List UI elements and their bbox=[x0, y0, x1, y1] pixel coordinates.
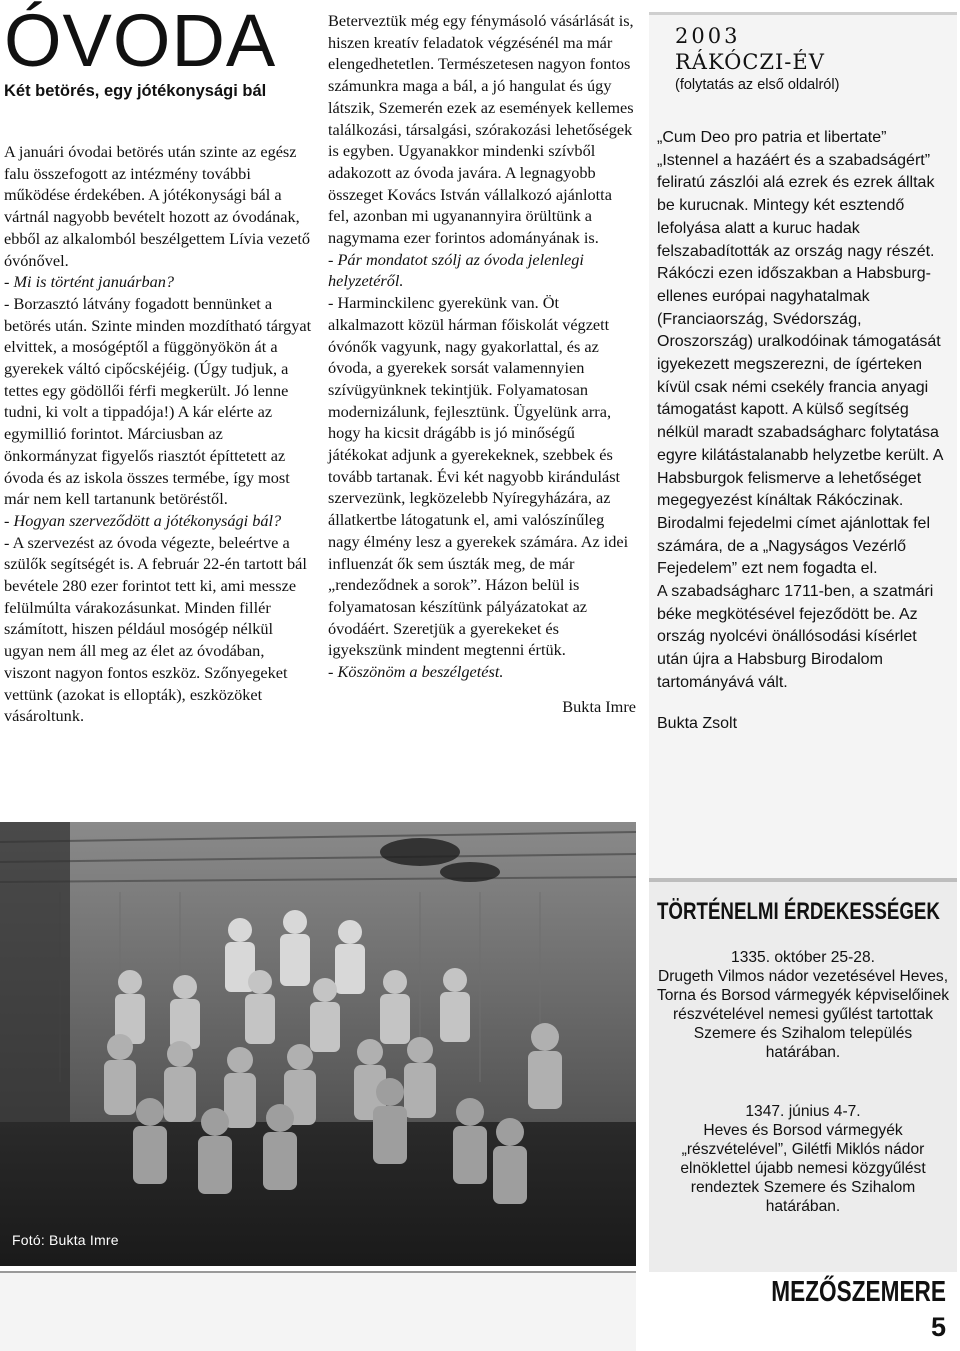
section-masthead: ÓVODA bbox=[4, 0, 277, 82]
paragraph: Beterveztük még egy fénymásoló vásárlását is, hiszen kreatív feladatok végzésénél ma már elengedhetetlen. Természetesen nagyon fontos számunkra maga a bál, a jó hangulat és úgy látszik, Szemerén ezek az események kellemes találkozási, társalgási, szórakozási lehetőségek is egyben. Ugyanakkor mindenki szívből adakozott az óvoda javára. A legnagyobb összeget Kovács István vállalkozó ajánlotta fel, azonban mi ugyanannyira örültünk a nagymama ezer forintos adományának is. bbox=[328, 11, 634, 248]
history-date: 1347. június 4-7. bbox=[745, 1103, 861, 1120]
interview-question: - Pár mondatot szólj az óvoda jelenlegi helyzetéről. bbox=[328, 249, 584, 291]
interview-question: - Mi is történt januárban? bbox=[4, 272, 175, 292]
history-date: 1335. október 25-28. bbox=[731, 949, 875, 966]
paragraph: „Cum Deo pro patria et libertate” „Istennel a hazáért és a szabadságért” feliratú zászlói alá ezrek és ezrek álltak be kurucnak. Mintegy két esztendő lefolyása alatt a kuruc hadak felszabadították az ország nagy részét. Rákóczi ezen időszakban a Habsburg-ellenes európai nagyhatalmak (Franciaország, Svédország, Oroszország) uralkodóinak támogatását igyekezett megszerezni, de ígérteken kívül csak némi csekély francia anyagi támogatást kapott. A külső segítség nélkül maradt szabadságharc folytatása egyre kilátástalanabb helyzetbe került. A Habsburgok felismerve a lehetőséget megegyezést kínáltak Rákóczinak. Birodalmi fejedelmi címet ajánlottak fel számára, de a „Nagyságos Vezérlő Fejedelem” ezt nem fogadta el. bbox=[657, 129, 943, 578]
author-signature: Bukta Imre bbox=[562, 696, 636, 716]
author-signature: Bukta Zsolt bbox=[657, 714, 738, 732]
history-entry bbox=[649, 948, 957, 1062]
history-text: Heves és Borsod vármegyék „részvételével”, Gilétfi Miklós nádor elnöklettel újabb nemesi közgyűlést rendeztek Szemere és Szihalom határában. bbox=[680, 1122, 926, 1215]
history-text: Drugeth Vilmos nádor vezetésével Heves, Torna és Borsod vármegyék képviselőinek részvételével nemesi gyűlést tartottak Szemere és Szihalom település határában. bbox=[656, 968, 950, 1061]
paragraph: - A szervezést az óvoda végezte, beleértve a szülők segítségét is. A február 22-én tartott bál bevétele 280 ezer forintot tett ki, ami messze felülmúlta várakozásunkat. Minden fillér számított, hiszen például mosógép nélkül ugyan nem áll meg az élet az óvodában, viszont nagyon fontos eszköz. Szőnyegeket vettünk (azokat is ellopták), eszközöket vásároltunk. bbox=[4, 532, 307, 726]
publication-name: MEZŐSZEMERE bbox=[771, 1276, 946, 1308]
article-column-1 bbox=[4, 0, 312, 727]
history-entry bbox=[649, 1102, 957, 1216]
paragraph: - Borzasztó látvány fogadott bennünket a betörés után. Szinte minden mozdítható tárgyat elvittek, a mosógéptől a függönyökön át a gyerekek váltó cipőcskéjéig. (Úgy tudjuk, a tettes egy gödöllői férfi megkerült. Jó lenne tudni, ki volt a tippadója!) A kár elérte az egymillió forintot. Márciusban az önkormányzat figyelős riasztót építtetett az óvoda és az iskola összes termébe, így most már nem kell tartanunk betöréstől. bbox=[4, 293, 312, 509]
paragraph: - Harminckilenc gyerekünk van. Öt alkalmazott közül hárman főiskolát végzett óvónők vagyunk, nagy gyakorlattal, és az óvoda, a gyerekek sorsát valamennyien szívügyünknek tekintjük. Folyamatosan modernizálunk, fejlesztünk. Ügyelünk arra, hogy ha kicsit drágább is jó minőségű játékokat adjunk a gyerekeknek, szebbek és tovább tartanak. Évi két nagyobb kirándulást szervezünk, legközelebb Nyíregyházára, az állatkertbe látogatunk el, ami valószínűleg nagy élmény lesz a gyerekek számára. Az idei influenzát ők sem úszták meg, de már „rendeződnek a sorok”. Házon belül is folyamatosan készítünk pályázatokat az óvodáért. Szeretjük a gyerekeket és igyekszünk mindent megtenni értük. bbox=[328, 293, 629, 660]
box-title: RÁKÓCZI-ÉV bbox=[675, 50, 825, 74]
article-column-2 bbox=[328, 10, 636, 717]
photo-image bbox=[0, 822, 636, 1266]
kindergarten-group-photo bbox=[0, 822, 636, 1266]
box-year: 2003 bbox=[675, 24, 741, 48]
bottom-strip bbox=[0, 1271, 636, 1351]
box-body bbox=[657, 127, 949, 695]
article-body-1 bbox=[4, 141, 312, 727]
article-subtitle: Két betörés, egy jótékonysági bál bbox=[4, 82, 267, 100]
history-title: TÖRTÉNELMI ÉRDEKESSÉGEK bbox=[657, 898, 940, 925]
continued-note: (folytatás az első oldalról) bbox=[675, 77, 840, 93]
rakoczi-year-box bbox=[649, 12, 957, 878]
paragraph: A januári óvodai betörés után szinte az egész falu összefogott az intézmény további működése érdekében. A jótékonysági bál a vártnál nagyobb bevételt hozott az óvodának, ebből az alkalomból beszélgettem Lívia vezető óvónővel. bbox=[4, 142, 311, 270]
photo-caption: Fotó: Bukta Imre bbox=[12, 1232, 119, 1248]
article-body-2 bbox=[328, 10, 636, 683]
paragraph: A szabadságharc 1711-ben, a szatmári béke megkötésével fejeződött be. Az ország nyolcévi önállósodási kísérlet után újra a Habsburg Birodalom tartományává vált. bbox=[657, 583, 934, 691]
page-number: 5 bbox=[930, 1312, 946, 1342]
history-box bbox=[649, 878, 957, 1272]
interview-closing: - Köszönöm a beszélgetést. bbox=[328, 662, 504, 682]
interview-question: - Hogyan szerveződött a jótékonysági bál? bbox=[4, 510, 282, 530]
